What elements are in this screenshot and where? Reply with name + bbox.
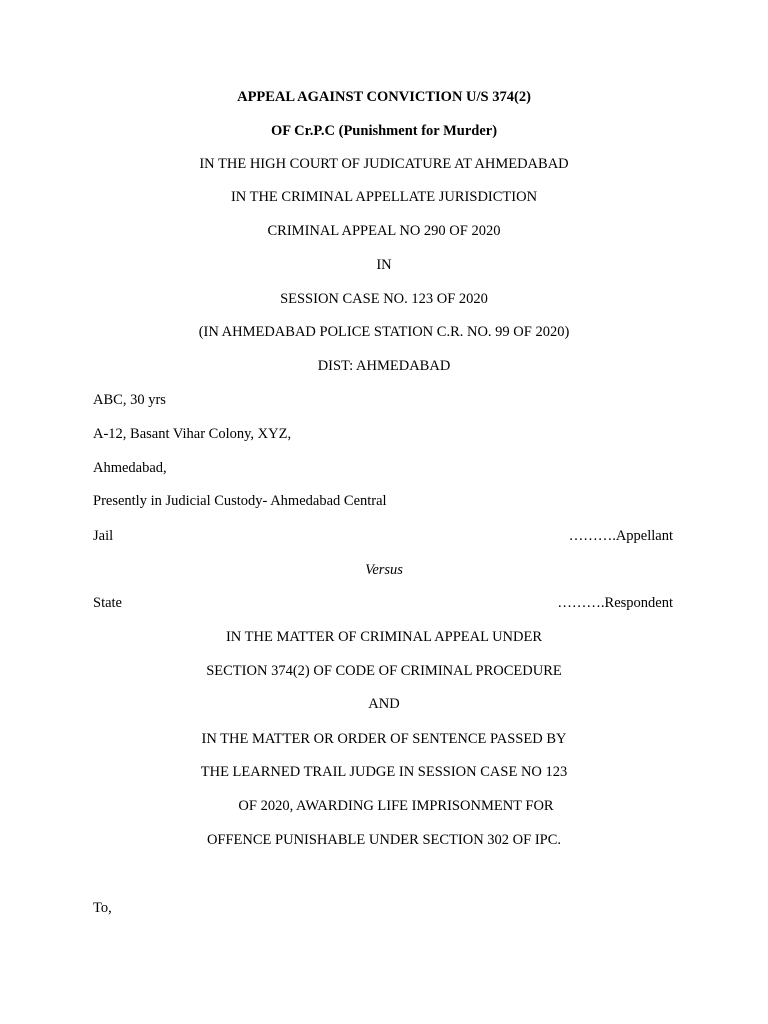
matter-line-2: SECTION 374(2) OF CODE OF CRIMINAL PROCEDURE [206,663,562,679]
matter-line-3: IN THE MATTER OR ORDER OF SENTENCE PASSED BY [201,731,567,747]
versus-label: Versus [365,562,403,578]
heading-line-2: OF Cr.P.C (Punishment for Murder) [270,123,498,139]
appellant-address-1: A-12, Basant Vihar Colony, XYZ, [93,426,292,442]
appellant-address-2: Ahmedabad, [93,460,167,476]
court-jurisdiction: IN THE CRIMINAL APPELLATE JURISDICTION [230,189,538,205]
appeal-number: CRIMINAL APPEAL NO 290 OF 2020 [267,223,501,239]
matter-line-4: THE LEARNED TRAIL JUDGE IN SESSION CASE NO 123 [200,764,568,780]
session-case: SESSION CASE NO. 123 OF 2020 [280,291,488,307]
appellant-custody-cont: Jail [93,528,114,544]
court-name: IN THE HIGH COURT OF JUDICATURE AT AHMEDABAD [199,156,569,172]
police-station: (IN AHMEDABAD POLICE STATION C.R. NO. 99 OF 2020) [198,324,570,340]
appellant-custody: Presently in Judicial Custody- Ahmedabad Central [93,493,387,509]
matter-line-6: OFFENCE PUNISHABLE UNDER SECTION 302 OF IPC. [206,832,562,848]
matter-line-5: OF 2020, AWARDING LIFE IMPRISONMENT FOR [238,798,554,814]
district: DIST: AHMEDABAD [317,358,451,374]
in-label: IN [376,257,392,273]
respondent-role: ……….Respondent [557,595,673,611]
matter-and: AND [368,696,400,712]
respondent-name: State [93,595,122,611]
appellant-name-age: ABC, 30 yrs [93,392,166,408]
heading-line-1: APPEAL AGAINST CONVICTION U/S 374(2) [237,89,531,105]
matter-line-1: IN THE MATTER OF CRIMINAL APPEAL UNDER [225,629,543,645]
appellant-role: ……….Appellant [568,528,673,544]
salutation: To, [93,900,112,916]
